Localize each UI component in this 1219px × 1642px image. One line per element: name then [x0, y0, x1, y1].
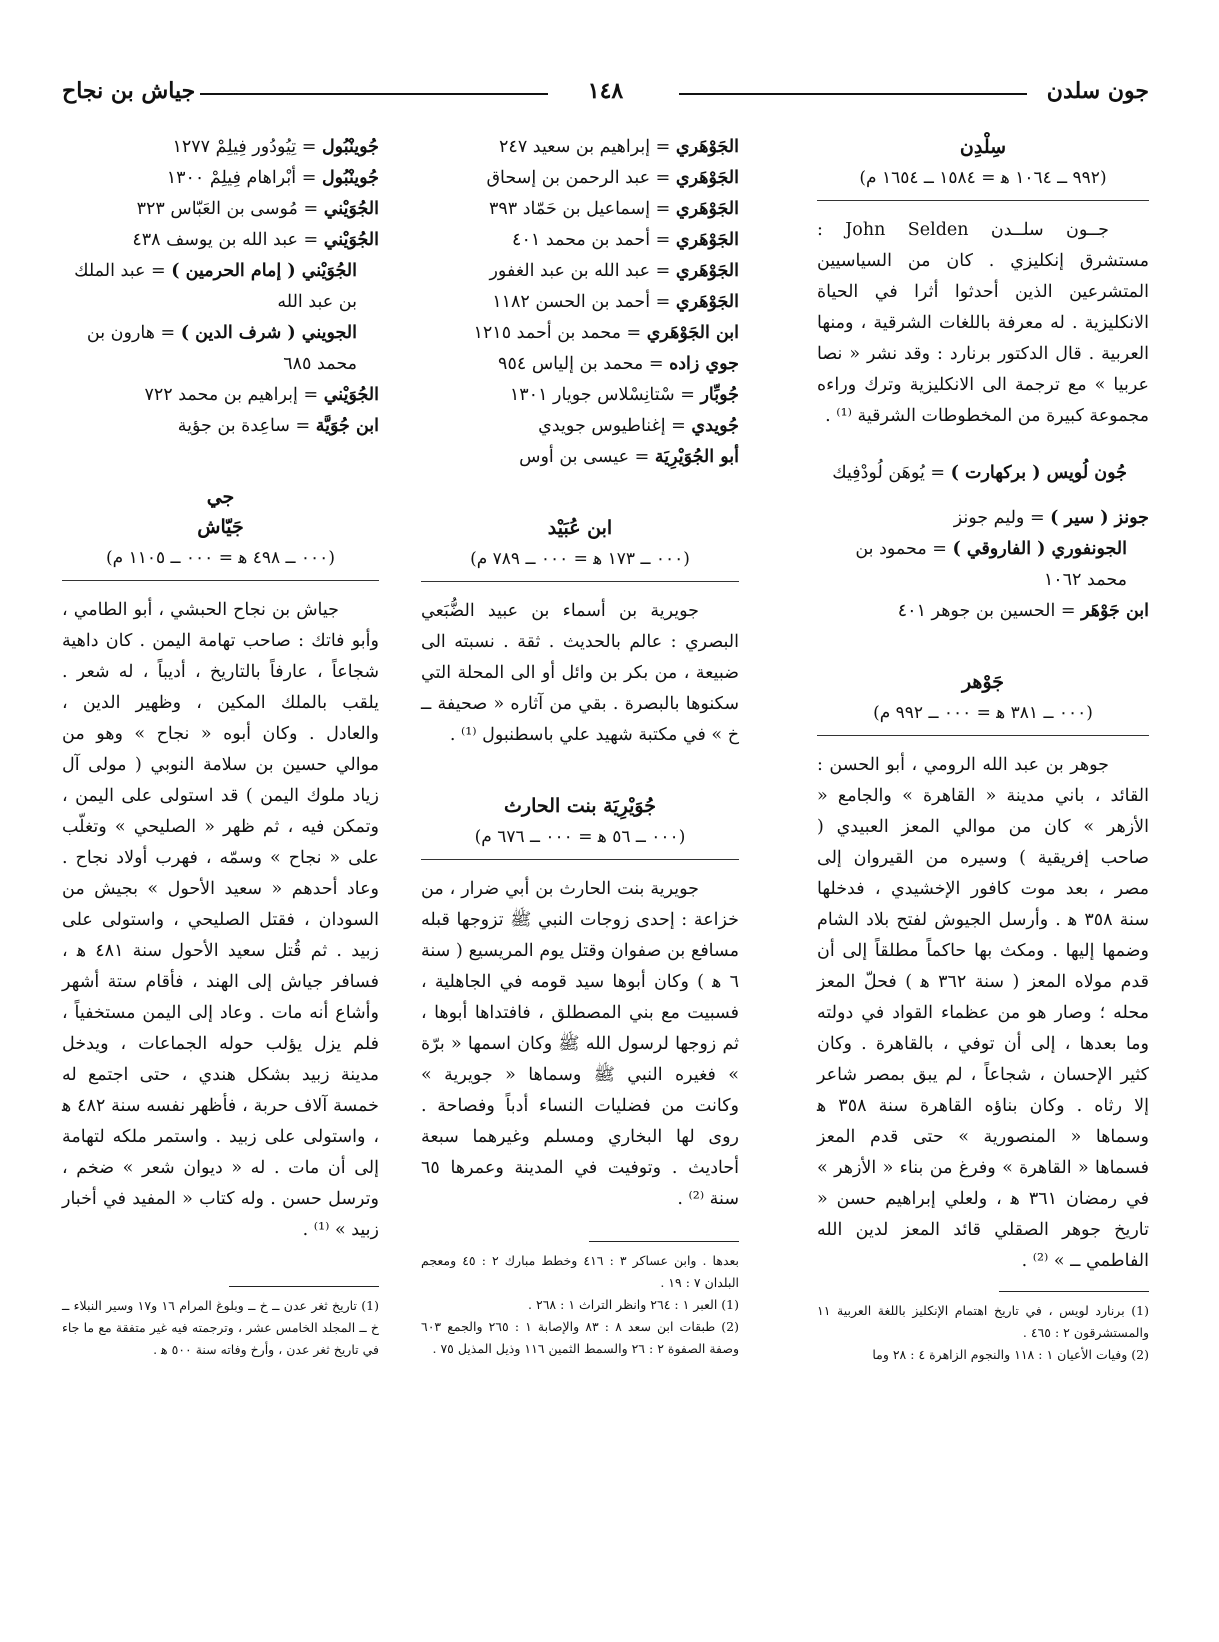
- footnote-rule: [999, 1291, 1149, 1292]
- cross-reference: الجَوْهَري = إبراهيم بن سعيد ٢٤٧: [499, 137, 739, 157]
- entry-title-selden: سِلْدِن: [959, 136, 1007, 158]
- cross-reference: الجُوَيْني = مُوسى بن العَبّاس ٣٢٣: [136, 199, 379, 219]
- footnote-rule: [229, 1286, 379, 1287]
- cross-reference: جُوبِّار = سْتانِسْلاس جويار ١٣٠١: [509, 385, 739, 405]
- cross-reference: الجويني ( شرف الدين ) = هارون بن محمد ٦٨٥: [86, 323, 357, 374]
- entry-dates-jawhar: (٠٠٠ ــ ٣٨١ ﻫ = ٠٠٠ ــ ٩٩٢ م): [817, 699, 1149, 736]
- entry-dates-jayyash: (٠٠٠ ــ ٤٩٨ ﻫ = ٠٠٠ ــ ١١٠٥ م): [62, 544, 379, 581]
- cross-reference: الجَوْهَري = إسماعيل بن حَمّاد ٣٩٣: [488, 199, 739, 219]
- entry-body-jayyash: جياش بن نجاح الحبشي ، أبو الطامي ، وأبو فاتك : صاحب تهامة اليمن . كان داهية شجاعاً ، عارفاً بالتاريخ ، أديباً ، له شعر . يلقب بالملك المكين ، وظهير الدين ، والعادل . وكان أبوه « نجاح » وهو من موالي حسين بن سلامة النوبي ( مولى آل زياد ملوك اليمن ) قد استولى على اليمن ، وتمكن فيه ، ثم ظهر « الصليحي » وتغلّب على « نجاح » وسمّه ، فهرب أولاد نجاح . وعاد أحدهم « سعيد الأحول » بجيش من السودان ، فقتل الصليحي ، واستولى على زبيد . ثم قُتل سعيد الأحول سنة ٤٨١ ﻫ ، فسافر جياش إلى الهند ، فأقام ستة أشهر وأشاع أنه مات . وعاد إلى اليمن مستخفياً ، فلم يزل يؤلب حوله الجماعات ، ويدخل مدينة زبيد بشكل هندي ، حتى اجتمع له خمسة آلاف حربة ، فأظهر نفسه سنة ٤٨٢ ﻫ ، واستولى على زبيد . واستمر ملكه لتهامة إلى أن مات . له « ديوان شعر » ضخم ، وترسل حسن . وله كتاب « المفيد في أخبار زبيد » ⁽¹⁾ .: [62, 600, 379, 1240]
- cross-reference: جُون لُويس ( بركهارت ) = يُوهَن لُودْفِيك: [832, 463, 1127, 483]
- header-left-keyword: جياش بن نجاح: [62, 78, 196, 104]
- cross-reference: أبو الجُوَيْرِيَة = عيسى بن أوس: [519, 447, 739, 467]
- cross-reference: الجُوَيْني ( إمام الحرمين ) = عبد الملك بن عبد الله: [74, 261, 357, 312]
- cross-reference: جونز ( سير ) = وليم جونز: [953, 508, 1149, 528]
- footnote: بعدها . وابن عساكر ٣ : ٤١٦ وخطط مبارك ٢ : ٤٥ ومعجم البلدان ٧ : ١٩ .: [421, 1253, 740, 1290]
- cross-reference: ابن جَوْهَر = الحسين بن جوهر ٤٠١: [897, 601, 1149, 621]
- footnote: (2) وفيات الأعيان ١ : ١١٨ والنجوم الزاهرة ٤ : ٢٨ وما: [872, 1347, 1149, 1362]
- middle-column: [421, 132, 739, 1360]
- cross-reference: الجَوْهَري = أحمد بن محمد ٤٠١: [512, 230, 739, 250]
- footnote: (1) تاريخ ثغر عدن ــ خ ــ وبلوغ المرام ١٦ و١٧ وسير النبلاء ــ خ ــ المجلد الخامس عشر ، وترجمته فيه غير متفقة مع ما جاء في تاريخ ثغر عدن ، وأرخ وفاته سنة ٥٠٠ ﻫ .: [62, 1298, 379, 1357]
- cross-reference: الجَوْهَري = أحمد بن الحسن ١١٨٢: [492, 292, 739, 312]
- entry-body-juwayriya: جويرية بنت الحارث بن أبي ضرار ، من خزاعة : إحدى زوجات النبي ﷺ تزوجها قبله مسافع بن صفوان وقتل يوم المريسيع ( سنة ٦ ﻫ ) وكان أبوها سيد قومه في الجاهلية ، فسبيت مع بني المصطلق ، فافتداها أبوها ، ثم زوجها لرسول الله ﷺ وكان اسمها « برّة » فغيره النبي ﷺ وسماها « جويرية » وكانت من فضليات النساء أدباً وفصاحة . روى لها البخاري ومسلم وغيرهما سبعة أحاديث . وتوفيت في المدينة وعمرها ٦٥ سنة ⁽²⁾ .: [421, 879, 739, 1209]
- header-right-keyword: جون سلدن: [1046, 78, 1149, 104]
- cross-reference: ابن جُوَيَّة = ساعِدة بن جؤية: [177, 416, 379, 436]
- left-column: [62, 132, 379, 1361]
- entry-title-jayyash: جَيّاش: [197, 516, 244, 538]
- entry-title-jawhar: جَوْهر: [961, 671, 1005, 693]
- cross-reference: الجَوْهَري = عبد الرحمن بن إسحاق: [486, 168, 739, 188]
- header-rule-left: [200, 93, 548, 95]
- entry-body-selden: جــون سلــدن John Selden : مستشرق إنكليزي . كان من السياسيين المتشرعين الذين أحدثوا أثرا في الحياة الانكليزية . له معرفة باللغات الشرقية ، ومنها العربية . قال الدكتور برنارد : وقد نشر « نصا عربيا » مع ترجمة الى الانكليزية وترك وراءه مجموعة كبيرة من المخطوطات الشرقية ⁽¹⁾ .: [817, 220, 1149, 426]
- entry-title-ibn-ubayd: ابن عُبَيْد: [547, 517, 613, 539]
- footnote: (2) طبقات ابن سعد ٨ : ٨٣ والإصابة ١ : ٢٦٥ والجمع ٦٠٣ وصفة الصفوة ٢ : ٢٦ والسمط الثمين ١١٦ وذيل المذيل ٧٥ .: [421, 1319, 739, 1356]
- header-rule-right: [679, 93, 1027, 95]
- footnote: (1) برنارد لويس ، في تاريخ اهتمام الإنكليز باللغة العربية ١١ والمستشرقون ٢ : ٤٦٥ .: [817, 1303, 1149, 1340]
- cross-reference: جوي زاده = محمد بن إلياس ٩٥٤: [498, 354, 739, 374]
- entry-body-ibn-ubayd: جويرية بن أسماء بن عبيد الضُّبَعي البصري : عالم بالحديث . ثقة . نسبته الى ضبيعة ، من بكر بن وائل أو الى المحلة التي سكنوها بالبصرة . بقي من آثاره « صحيفة ــ خ » في مكتبة شهيد علي باسطنبول ⁽¹⁾ .: [421, 601, 739, 745]
- entry-body-jawhar: جوهر بن عبد الله الرومي ، أبو الحسن : القائد ، باني مدينة « القاهرة » والجامع « الأزهر » كان من موالي المعز العبيدي ( صاحب إفريقية ) وسيره من القيروان إلى مصر ، بعد موت كافور الإخشيدي ، فدخلها سنة ٣٥٨ ﻫ . وأرسل الجيوش لفتح بلاد الشام وضمها إليها . ومكث بها حاكماً مطلقاً إلى أن قدم مولاه المعز ( سنة ٣٦٢ ﻫ ) فحلّ المعز محله ؛ وصار هو من عظماء القواد في دولته وما بعدها ، إلى أن توفي ، بالقاهرة . وكان كثير الإحسان ، شجاعاً ، لم يبق بمصر شاعر إلا رثاه . وكان بناؤه القاهرة سنة ٣٥٨ ﻫ وسماها « المنصورية » حتى قدم المعز فسماها « القاهرة » وفرغ من بناء « الأزهر » في رمضان ٣٦١ ﻫ ، ولعلي إبراهيم حسن « تاريخ جوهر الصقلي قائد المعز لدين الله الفاطمي ــ » ⁽²⁾ .: [817, 755, 1150, 1271]
- cross-reference: ابن الجَوْهَري = محمد بن أحمد ١٢١٥: [473, 323, 739, 343]
- entry-title-prefix-jayyash: جي: [206, 486, 235, 508]
- footnote-rule: [589, 1241, 739, 1242]
- cross-reference: الجُوَيْني = إبراهيم بن محمد ٧٢٢: [144, 385, 379, 405]
- running-header: [62, 78, 1149, 114]
- cross-reference: جُوينْبُول = أبْراهام فِيلِمْ ١٣٠٠: [166, 168, 379, 188]
- cross-reference: جُويدي = إغناطيوس جويدي: [538, 416, 739, 436]
- cross-reference: الجُوَيْني = عبد الله بن يوسف ٤٣٨: [132, 230, 379, 250]
- cross-reference: الجونفوري ( الفاروقي ) = محمود بن محمد ١٠٦٢: [855, 539, 1127, 590]
- entry-dates-ibn-ubayd: (٠٠٠ ــ ١٧٣ ﻫ = ٠٠٠ ــ ٧٨٩ م): [421, 545, 739, 582]
- footnote: (1) العبر ١ : ٢٦٤ وانظر التراث ١ : ٢٦٨ .: [528, 1297, 739, 1312]
- cross-reference: جُوينْبُول = تِيُودُور فِيلِمْ ١٢٧٧: [172, 137, 379, 157]
- cross-reference: الجَوْهَري = عبد الله بن عبد الغفور: [489, 261, 739, 281]
- page-number: ١٤٨: [580, 78, 631, 104]
- right-column: [817, 132, 1149, 1366]
- entry-dates-juwayriya: (٠٠٠ ــ ٥٦ ﻫ = ٠٠٠ ــ ٦٧٦ م): [421, 823, 739, 860]
- entry-dates-selden: (٩٩٢ ــ ١٠٦٤ ﻫ = ١٥٨٤ ــ ١٦٥٤ م): [817, 164, 1149, 201]
- entry-title-juwayriya: جُوَيْرِيَة بنت الحارث: [504, 795, 656, 817]
